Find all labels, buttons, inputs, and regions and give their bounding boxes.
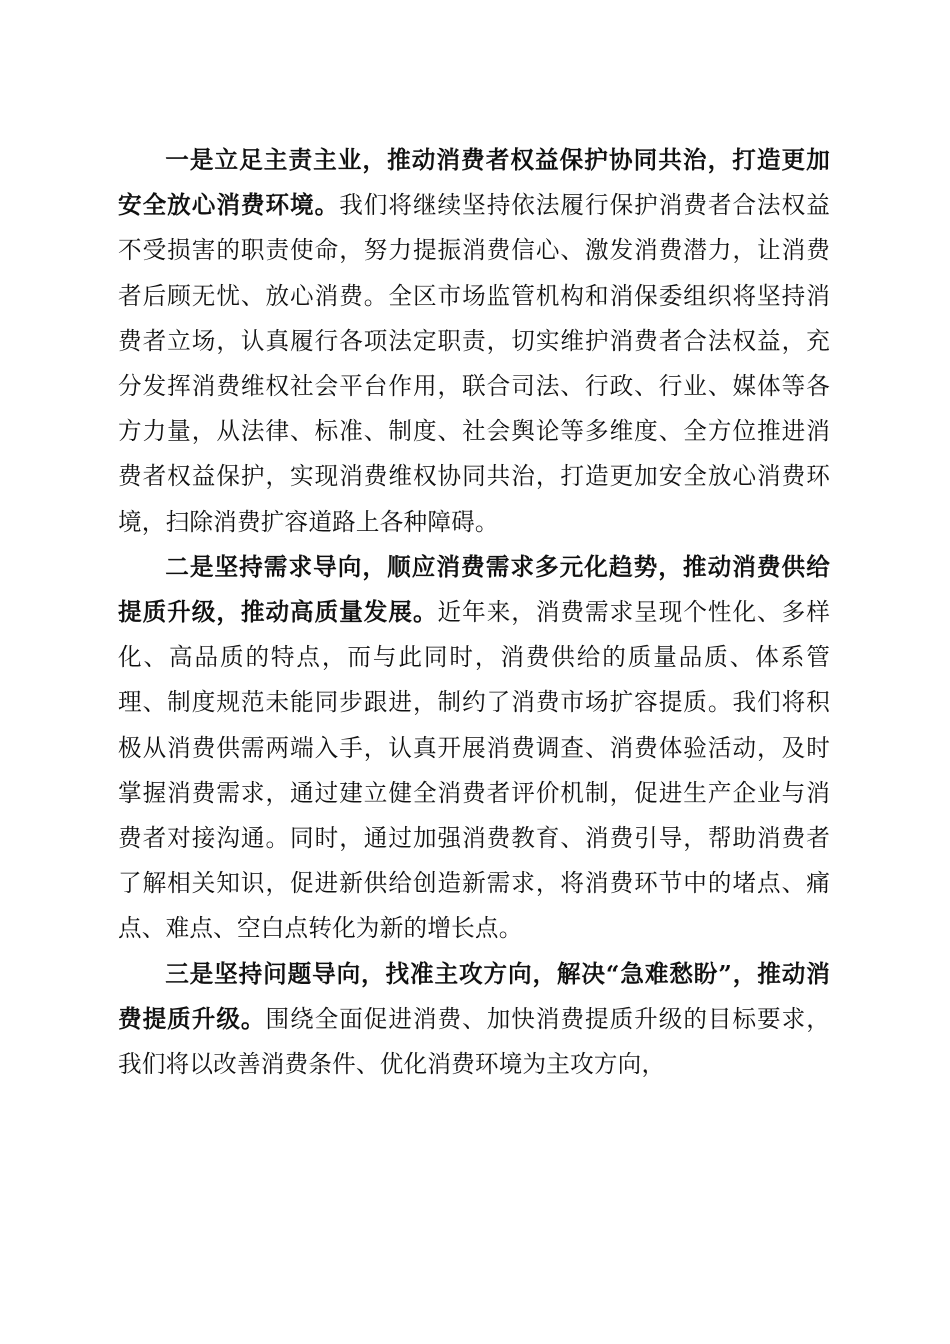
paragraph-2-lead: 二是坚持需求导向，顺应消费需求多元化趋势，推动消费供给提质升级，推动高质量发展。 — [118, 552, 830, 627]
paragraph-2-body: 近年来，消费需求呈现个性化、多样化、高品质的特点，而与此同时，消费供给的质量品质、体系管理、制度规范未能同步跟进，制约了消费市场扩容提质。我们将积极从消费供需两端入手，认真开展消费调查、消费体验活动，及时掌握消费需求，通过建立健全消费者评价机制，促进生产企业与消费者对接沟通。同时，通过加强消费教育、消费引导，帮助消费者了解相关知识，促进新供给创造新需求，将消费环节中的堵点、痛点、难点、空白点转化为新的增长点。 — [118, 598, 830, 943]
paragraph-3-lead: 三是坚持问题导向，找准主攻方向，解决“急难愁盼”，推动消费提质升级。 — [118, 959, 830, 1033]
paragraph-1-lead: 一是立足主责主业，推动消费者权益保护协同共治，打造更加安全放心消费环境。 — [118, 146, 830, 220]
document-body — [118, 138, 830, 1087]
paragraph-1 — [118, 138, 830, 545]
paragraph-3 — [118, 952, 830, 1088]
paragraph-1-body: 我们将继续坚持依法履行保护消费者合法权益不受损害的职责使命，努力提振消费信心、激发消费潜力，让消费者后顾无忧、放心消费。全区市场监管机构和消保委组织将坚持消费者立场，认真履行各项法定职责，切实维护消费者合法权益，充分发挥消费维权社会平台作用，联合司法、行政、行业、媒体等各方力量，从法律、标准、制度、社会舆论等多维度、全方位推进消费者权益保护，实现消费维权协同共治，打造更加安全放心消费环境，扫除消费扩容道路上各种障碍。 — [118, 191, 830, 536]
paragraph-3-body: 围绕全面促进消费、加快消费提质升级的目标要求，我们将以改善消费条件、优化消费环境为主攻方向， — [118, 1004, 830, 1079]
paragraph-2 — [118, 545, 830, 952]
